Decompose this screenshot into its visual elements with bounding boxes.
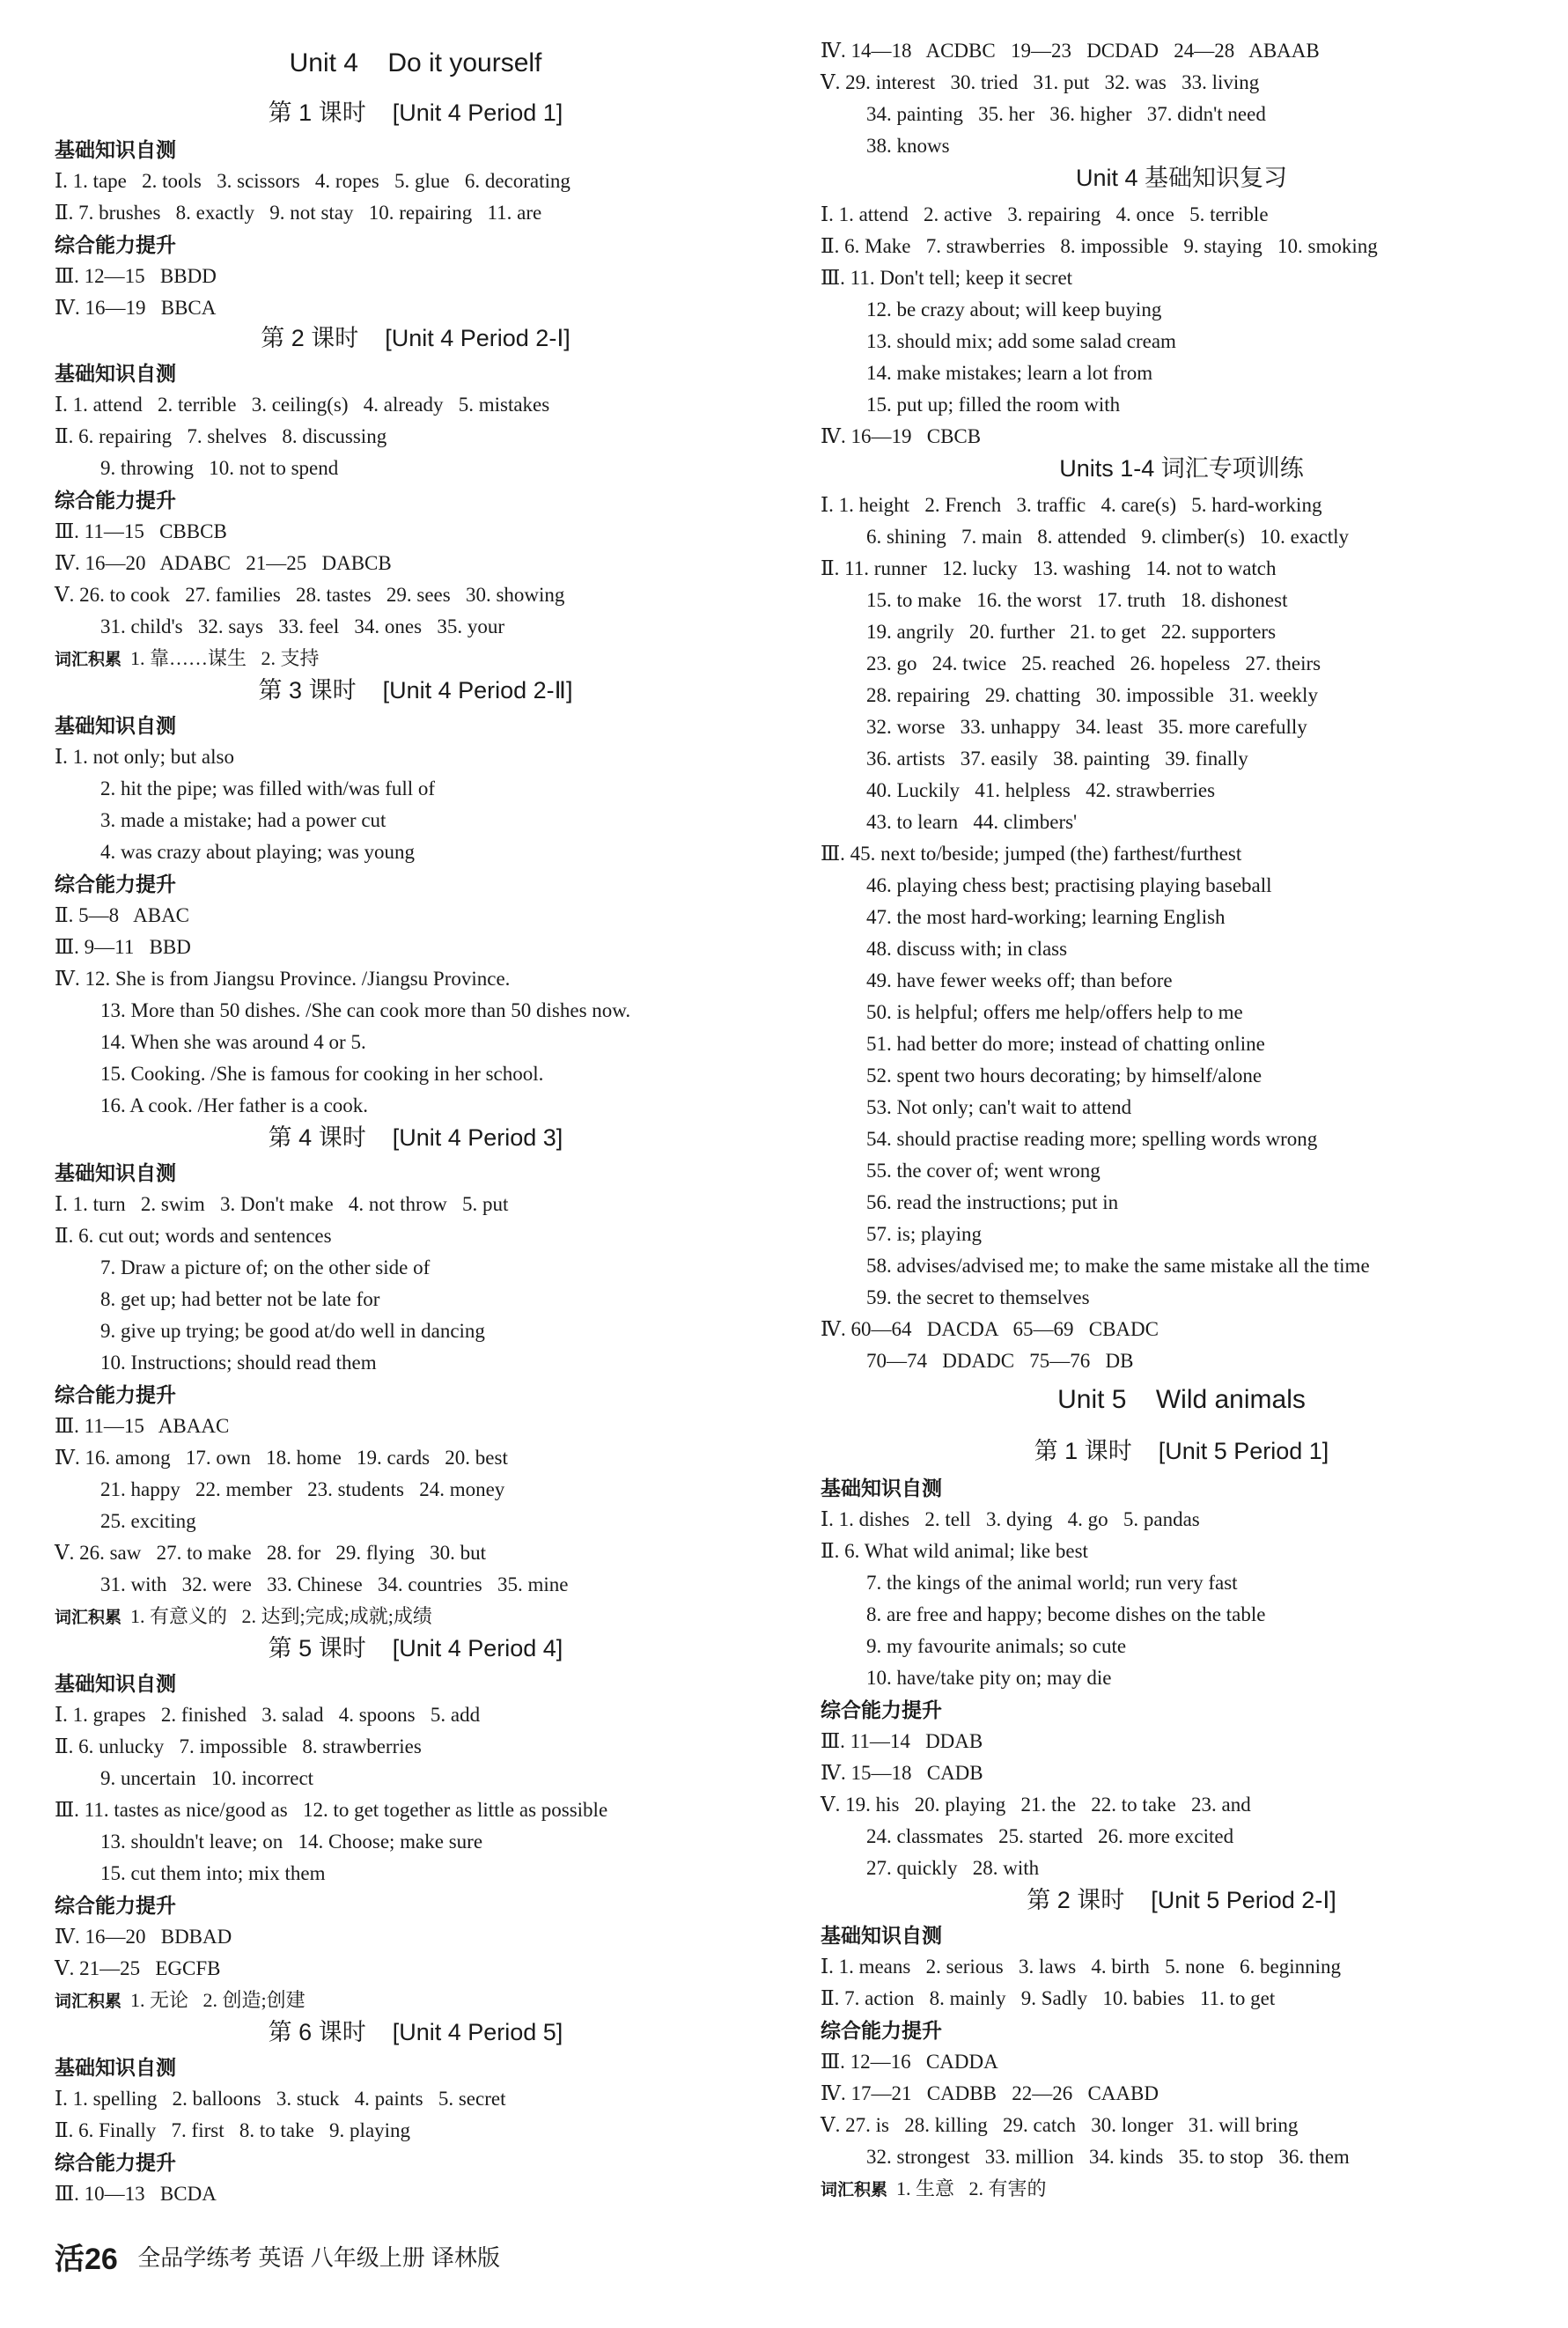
answer-line: 50. is helpful; offers me help/offers help to me xyxy=(866,1001,1243,1023)
section-heading: 综合能力提升 xyxy=(55,1894,176,1917)
answer-line: 10. have/take pity on; may die xyxy=(866,1667,1112,1689)
section-heading: 综合能力提升 xyxy=(55,1383,176,1406)
answer-line: Ⅳ. 12. She is from Jiangsu Province. /Jiangsu Province. xyxy=(55,968,511,990)
answer-line: Ⅱ. 6. unlucky 7. impossible 8. strawberries xyxy=(55,1735,422,1757)
vocabulary-text: 1. 靠……谋生 2. 支持 xyxy=(130,647,320,669)
vocabulary-text: 1. 无论 2. 创造;创建 xyxy=(130,1989,306,2011)
answer-line: 13. shouldn't leave; on 14. Choose; make sure xyxy=(100,1831,483,1853)
answer-line: 8. are free and happy; become dishes on the table xyxy=(866,1603,1266,1625)
lesson-heading: 第 1 课时 [Unit 5 Period 1] xyxy=(1034,1438,1329,1464)
answer-line: 7. Draw a picture of; on the other side of xyxy=(100,1256,431,1278)
answer-line: Ⅳ. 16—19 BBCA xyxy=(55,297,217,319)
answer-line: Ⅳ. 17—21 CADBB 22—26 CAABD xyxy=(821,2082,1159,2104)
answer-line: 24. classmates 25. started 26. more excited xyxy=(866,1825,1234,1847)
answer-line: 55. the cover of; went wrong xyxy=(866,1160,1101,1182)
answer-line: Ⅱ. 6. Finally 7. first 8. to take 9. playing xyxy=(55,2119,411,2141)
answer-line: Ⅱ. 6. What wild animal; like best xyxy=(821,1540,1088,1562)
answer-line: Ⅰ. 1. means 2. serious 3. laws 4. birth 5. none 6. beginning xyxy=(821,1956,1342,1978)
lesson-heading: 第 4 课时 [Unit 4 Period 3] xyxy=(268,1124,563,1151)
answer-line: 51. had better do more; instead of chatting online xyxy=(866,1033,1265,1055)
answer-line: Ⅱ. 6. Make 7. strawberries 8. impossible 9. staying 10. smoking xyxy=(821,235,1378,257)
answer-line: Ⅰ. 1. height 2. French 3. traffic 4. care(s) 5. hard-working xyxy=(821,494,1322,516)
section-heading: 综合能力提升 xyxy=(55,233,176,256)
answer-line: Ⅴ. 19. his 20. playing 21. the 22. to take 23. and xyxy=(821,1794,1251,1816)
lesson-heading: 第 3 课时 [Unit 4 Period 2-Ⅱ] xyxy=(258,677,573,704)
answer-line: 27. quickly 28. with xyxy=(866,1857,1040,1879)
answer-line: Ⅲ. 11. Don't tell; keep it secret xyxy=(821,267,1073,289)
answer-line: 52. spent two hours decorating; by himself/alone xyxy=(866,1065,1262,1087)
answer-line: Ⅴ. 26. to cook 27. families 28. tastes 29. sees 30. showing xyxy=(55,584,565,606)
answer-line: 56. read the instructions; put in xyxy=(866,1191,1119,1213)
section-heading: 基础知识自测 xyxy=(55,138,176,161)
answer-line: 12. be crazy about; will keep buying xyxy=(866,298,1162,320)
unit-title: Unit 5 Wild animals xyxy=(1057,1385,1306,1414)
answer-line: Ⅲ. 9—11 BBD xyxy=(55,936,191,958)
answer-line: Ⅰ. 1. attend 2. active 3. repairing 4. once 5. terrible xyxy=(821,203,1269,225)
answer-line: 9. uncertain 10. incorrect xyxy=(100,1767,314,1789)
vocabulary-line xyxy=(55,645,320,674)
answer-line: Ⅰ. 1. tape 2. tools 3. scissors 4. ropes 5. glue 6. decorating xyxy=(55,170,571,192)
vocabulary-label: 词汇积累 xyxy=(55,651,122,669)
answer-line: Ⅰ. 1. spelling 2. balloons 3. stuck 4. paints 5. secret xyxy=(55,2088,506,2110)
lesson-heading: 第 5 课时 [Unit 4 Period 4] xyxy=(268,1635,563,1661)
answer-line: Ⅳ. 14—18 ACDBC 19—23 DCDAD 24—28 ABAAB xyxy=(821,40,1320,62)
vocabulary-line xyxy=(55,1987,306,2015)
answer-line: 15. put up; filled the room with xyxy=(866,394,1121,416)
answer-line: 47. the most hard-working; learning English xyxy=(866,906,1226,928)
answer-line: Ⅲ. 11. tastes as nice/good as 12. to get together as little as possible xyxy=(55,1799,608,1821)
answer-line: 36. artists 37. easily 38. painting 39. finally xyxy=(866,748,1248,770)
answer-line: Ⅳ. 16—19 CBCB xyxy=(821,425,982,447)
section-heading: 基础知识自测 xyxy=(821,1477,942,1499)
answer-line: 14. When she was around 4 or 5. xyxy=(100,1031,366,1053)
section-heading: 综合能力提升 xyxy=(821,1698,942,1721)
answer-line: 31. with 32. were 33. Chinese 34. countries 35. mine xyxy=(100,1573,569,1595)
answer-line: Ⅴ. 29. interest 30. tried 31. put 32. was 33. living xyxy=(821,71,1260,93)
answer-line: 49. have fewer weeks off; than before xyxy=(866,969,1173,991)
answer-line: 70—74 DDADC 75—76 DB xyxy=(866,1350,1134,1372)
answer-line: 14. make mistakes; learn a lot from xyxy=(866,362,1153,384)
answer-line: 7. the kings of the animal world; run very fast xyxy=(866,1572,1238,1594)
answer-line: 43. to learn 44. climbers' xyxy=(866,811,1078,833)
answer-line: 4. was crazy about playing; was young xyxy=(100,841,416,863)
vocabulary-line xyxy=(55,1603,432,1632)
vocabulary-label: 词汇积累 xyxy=(55,1993,122,2011)
answer-line: 54. should practise reading more; spelling words wrong xyxy=(866,1128,1318,1150)
answer-line: Ⅳ. 16. among 17. own 18. home 19. cards 20. best xyxy=(55,1447,508,1469)
answer-line: 32. strongest 33. million 34. kinds 35. to stop 36. them xyxy=(866,2146,1350,2168)
answer-line: Ⅲ. 10—13 BCDA xyxy=(55,2183,217,2205)
answer-line: Ⅴ. 21—25 EGCFB xyxy=(55,1957,221,1979)
answer-line: 9. give up trying; be good at/do well in dancing xyxy=(100,1320,485,1342)
vocabulary-text: 1. 生意 2. 有害的 xyxy=(896,2177,1047,2199)
unit-title: Unit 4 Do it yourself xyxy=(289,48,542,77)
answer-line: 15. cut them into; mix them xyxy=(100,1862,326,1884)
answer-line: 3. made a mistake; had a power cut xyxy=(100,809,386,831)
answer-line: Ⅰ. 1. dishes 2. tell 3. dying 4. go 5. pandas xyxy=(821,1508,1200,1530)
answer-line: Ⅳ. 16—20 ADABC 21—25 DABCB xyxy=(55,552,392,574)
vocabulary-label: 词汇积累 xyxy=(55,1609,122,1627)
answer-line: Ⅲ. 45. next to/beside; jumped (the) farthest/furthest xyxy=(821,843,1242,865)
section-heading: 基础知识自测 xyxy=(55,1672,176,1695)
answer-line: 10. Instructions; should read them xyxy=(100,1352,377,1374)
answer-line: 21. happy 22. member 23. students 24. money xyxy=(100,1478,505,1500)
answer-line: 46. playing chess best; practising playing baseball xyxy=(866,874,1272,896)
answer-line: Ⅳ. 60—64 DACDA 65—69 CBADC xyxy=(821,1318,1159,1340)
section-heading: 基础知识自测 xyxy=(55,714,176,737)
answer-line: Ⅲ. 12—16 CADDA xyxy=(821,2051,998,2073)
answer-line: 38. knows xyxy=(866,135,950,157)
section-heading: 基础知识自测 xyxy=(55,1161,176,1184)
answer-line: Ⅲ. 11—14 DDAB xyxy=(821,1730,983,1752)
lesson-heading: Unit 4 基础知识复习 xyxy=(1075,165,1288,191)
book-info: 全品学练考 英语 八年级上册 译林版 xyxy=(137,2244,500,2271)
vocabulary-label: 词汇积累 xyxy=(821,2181,888,2199)
answer-line: Ⅰ. 1. turn 2. swim 3. Don't make 4. not throw 5. put xyxy=(55,1193,509,1215)
answer-line: 53. Not only; can't wait to attend xyxy=(866,1096,1132,1118)
answer-line: Ⅰ. 1. grapes 2. finished 3. salad 4. spoons 5. add xyxy=(55,1704,481,1726)
answer-line: Ⅱ. 11. runner 12. lucky 13. washing 14. not to watch xyxy=(821,557,1277,579)
answer-line: 48. discuss with; in class xyxy=(866,938,1068,960)
answer-line: 15. Cooking. /She is famous for cooking in her school. xyxy=(100,1063,544,1085)
answer-line: Ⅱ. 6. cut out; words and sentences xyxy=(55,1225,332,1247)
answer-line: Ⅴ. 27. is 28. killing 29. catch 30. longer 31. will bring xyxy=(821,2114,1299,2136)
section-heading: 综合能力提升 xyxy=(55,489,176,512)
page-number-badge: 活26 xyxy=(55,2243,118,2276)
answer-line: 31. child's 32. says 33. feel 34. ones 35. your xyxy=(100,615,504,637)
section-heading: 综合能力提升 xyxy=(55,2151,176,2174)
answer-line: 19. angrily 20. further 21. to get 22. supporters xyxy=(866,621,1277,643)
section-heading: 基础知识自测 xyxy=(55,362,176,385)
page-footer xyxy=(55,2235,1551,2276)
answer-line: Ⅲ. 11—15 ABAAC xyxy=(55,1415,230,1437)
answer-line: Ⅱ. 7. action 8. mainly 9. Sadly 10. babies 11. to get xyxy=(821,1987,1276,2009)
section-heading: 基础知识自测 xyxy=(55,2056,176,2079)
answer-line: Ⅲ. 11—15 CBBCB xyxy=(55,520,227,542)
lesson-heading: 第 2 课时 [Unit 4 Period 2-Ⅰ] xyxy=(261,325,571,351)
answer-line: 9. my favourite animals; so cute xyxy=(866,1635,1127,1657)
answer-line: Ⅰ. 1. not only; but also xyxy=(55,746,234,768)
answer-line: Ⅴ. 26. saw 27. to make 28. for 29. flying 30. but xyxy=(55,1542,486,1564)
section-heading: 基础知识自测 xyxy=(821,1924,942,1947)
answer-line: Ⅲ. 12—15 BBDD xyxy=(55,265,217,287)
answer-line: Ⅳ. 16—20 BDBAD xyxy=(55,1926,232,1948)
answer-line: Ⅱ. 7. brushes 8. exactly 9. not stay 10. repairing 11. are xyxy=(55,202,542,224)
answer-line: 40. Luckily 41. helpless 42. strawberries xyxy=(866,779,1216,801)
lesson-heading: 第 2 课时 [Unit 5 Period 2-Ⅰ] xyxy=(1027,1887,1336,1913)
section-heading: 综合能力提升 xyxy=(821,2019,942,2042)
vocabulary-text: 1. 有意义的 2. 达到;完成;成就;成绩 xyxy=(130,1605,432,1627)
answer-line: Ⅰ. 1. attend 2. terrible 3. ceiling(s) 4. already 5. mistakes xyxy=(55,394,550,416)
answer-line: 15. to make 16. the worst 17. truth 18. dishonest xyxy=(866,589,1288,611)
answer-line: 59. the secret to themselves xyxy=(866,1286,1090,1308)
answer-line: Ⅱ. 6. repairing 7. shelves 8. discussing xyxy=(55,425,387,447)
answer-line: Ⅱ. 5—8 ABAC xyxy=(55,904,190,926)
answer-line: 9. throwing 10. not to spend xyxy=(100,457,339,479)
lesson-heading: Units 1-4 词汇专项训练 xyxy=(1059,455,1304,482)
answer-line: 58. advises/advised me; to make the same mistake all the time xyxy=(866,1255,1370,1277)
answer-line: 2. hit the pipe; was filled with/was full of xyxy=(100,777,436,799)
lesson-heading: 第 1 课时 [Unit 4 Period 1] xyxy=(268,99,563,126)
answer-line: 32. worse 33. unhappy 34. least 35. more carefully xyxy=(866,716,1307,738)
section-heading: 综合能力提升 xyxy=(55,873,176,895)
answer-line: 23. go 24. twice 25. reached 26. hopeless 27. theirs xyxy=(866,652,1321,674)
answer-line: 6. shining 7. main 8. attended 9. climber(s) 10. exactly xyxy=(866,526,1350,548)
answer-line: 13. More than 50 dishes. /She can cook more than 50 dishes now. xyxy=(100,999,631,1021)
answer-line: 16. A cook. /Her father is a cook. xyxy=(100,1094,369,1116)
answer-line: 28. repairing 29. chatting 30. impossible 31. weekly xyxy=(866,684,1318,706)
answer-line: 25. exciting xyxy=(100,1510,196,1532)
vocabulary-line xyxy=(821,2176,1047,2204)
answer-line: 34. painting 35. her 36. higher 37. didn't need xyxy=(866,103,1266,125)
answer-line: 57. is; playing xyxy=(866,1223,982,1245)
answer-line: 13. should mix; add some salad cream xyxy=(866,330,1176,352)
answer-line: Ⅳ. 15—18 CADB xyxy=(821,1762,983,1784)
answer-line: 8. get up; had better not be late for xyxy=(100,1288,380,1310)
lesson-heading: 第 6 课时 [Unit 4 Period 5] xyxy=(268,2019,563,2045)
